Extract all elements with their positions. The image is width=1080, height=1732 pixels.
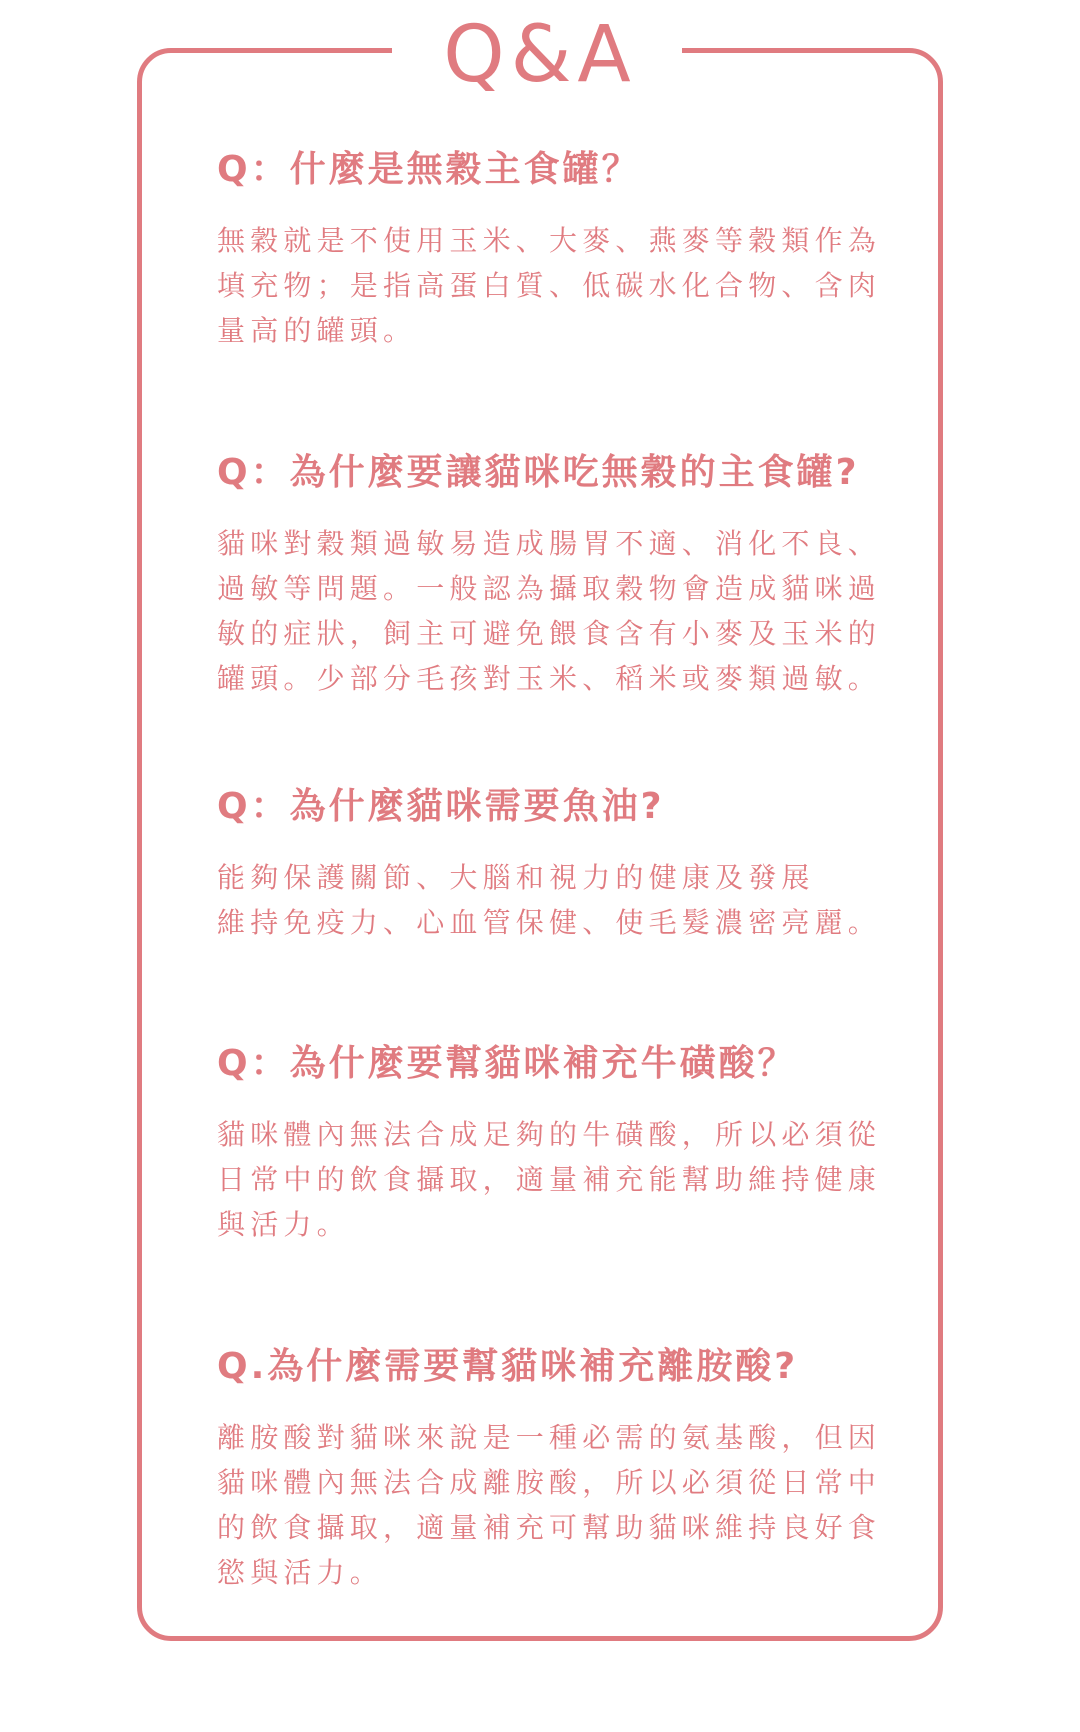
faq-item-4	[217, 1042, 897, 1247]
answer-line: 與活力。	[217, 1208, 350, 1241]
answer-line: 慾與活力。	[217, 1556, 384, 1589]
answer-line: 貓咪體內無法合成離胺酸，所以必須從日常中	[217, 1466, 882, 1499]
answer-line: 離胺酸對貓咪來說是一種必需的氨基酸，但因	[217, 1421, 882, 1454]
faq-item-3	[217, 785, 897, 945]
answer-line: 填充物；是指高蛋白質、低碳水化合物、含肉	[217, 269, 882, 302]
faq-item-1	[217, 148, 897, 353]
answer-line: 敏的症狀，飼主可避免餵食含有小麥及玉米的	[217, 617, 882, 650]
faq-question: Q：什麼是無穀主食罐？	[217, 149, 641, 190]
answer-line: 的飲食攝取，適量補充可幫助貓咪維持良好食	[217, 1511, 882, 1544]
answer-line: 過敏等問題。一般認為攝取穀物會造成貓咪過	[217, 572, 882, 605]
faq-answer	[217, 1415, 897, 1595]
faq-item-2	[217, 451, 897, 701]
answer-line: 能夠保護關節、大腦和視力的健康及發展	[217, 861, 815, 894]
answer-line: 罐頭。少部分毛孩對玉米、稻米或麥類過敏。	[217, 662, 882, 695]
faq-answer	[217, 1112, 897, 1247]
faq-question: Q：為什麼貓咪需要魚油?	[217, 786, 665, 827]
faq-answer	[217, 521, 897, 701]
answer-line: 日常中的飲食攝取，適量補充能幫助維持健康	[217, 1163, 882, 1196]
answer-line: 貓咪對穀類過敏易造成腸胃不適、消化不良、	[217, 527, 882, 560]
faq-answer	[217, 218, 897, 353]
faq-question: Q.為什麼需要幫貓咪補充離胺酸?	[217, 1346, 799, 1387]
faq-question: Q：為什麼要幫貓咪補充牛磺酸？	[217, 1043, 797, 1084]
faq-item-5	[217, 1345, 897, 1595]
faq-answer	[217, 855, 897, 945]
answer-line: 維持免疫力、心血管保健、使毛髮濃密亮麗。	[217, 906, 882, 939]
answer-line: 量高的罐頭。	[217, 314, 417, 347]
faq-question: Q：為什麼要讓貓咪吃無穀的主食罐?	[217, 452, 860, 493]
answer-line: 貓咪體內無法合成足夠的牛磺酸，所以必須從	[217, 1118, 882, 1151]
answer-line: 無穀就是不使用玉米、大麥、燕麥等穀類作為	[217, 224, 882, 257]
page-title: Q&A	[443, 10, 637, 100]
